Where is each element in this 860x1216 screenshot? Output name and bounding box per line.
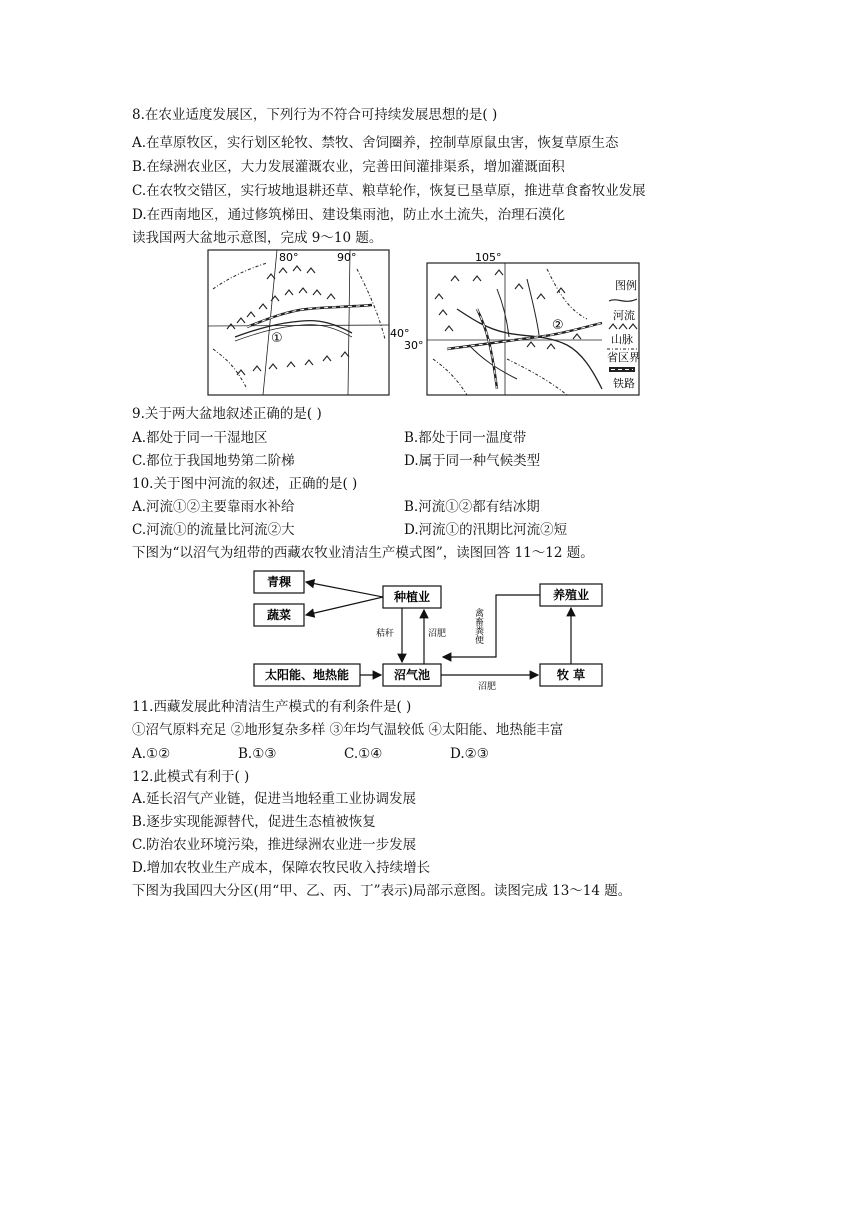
label-zhaofei-up: 沼肥	[428, 629, 447, 639]
lon-105-label: 105°	[475, 251, 502, 264]
arrow-qinchu	[443, 595, 540, 657]
label-zhaoqichi: 沼气池	[393, 668, 431, 682]
q10-option-b: B.河流①②都有结冰期	[404, 499, 540, 515]
intro-9-10: 读我国两大盆地示意图，完成 9～10 题。	[132, 230, 383, 246]
q8-option-a: A.在草原牧区，实行划区轮牧、禁牧、舍饲圈养，控制草原鼠虫害，恢复草原生态	[132, 135, 619, 151]
lon-90-label: 90°	[337, 251, 357, 264]
legend-river: 河流	[613, 309, 635, 322]
label-yangzhi: 养殖业	[552, 588, 590, 602]
label-jiegan: 秸秆	[376, 629, 395, 639]
label-qingke: 青稞	[266, 575, 292, 589]
q12-option-a: A.延长沼气产业链，促进当地轻重工业协调发展	[132, 791, 417, 807]
arrow-zhongzhi-qingke	[306, 582, 383, 597]
q11-option-b: B.①③	[238, 746, 277, 762]
q8-option-c: C.在农牧交错区，实行坡地退耕还草、粮草轮作，恢复已垦草原，推进草食畜牧业发展	[132, 183, 646, 199]
label-taiyang: 太阳能、地热能	[264, 668, 350, 682]
intro-13-14: 下图为我国四大分区(用“甲、乙、丙、丁”表示)局部示意图。读图完成 13～14 题。	[132, 883, 632, 899]
basin-1-label: ①	[271, 331, 283, 346]
q8-stem: 8.在农业适度发展区，下列行为不符合可持续发展思想的是( )	[132, 107, 498, 123]
q11-option-a: A.①②	[132, 746, 171, 762]
map-frame-left	[208, 250, 389, 395]
q11-option-d: D.②③	[450, 746, 489, 762]
q11-option-c: C.①④	[344, 746, 383, 762]
q10-option-d: D.河流①的汛期比河流②短	[404, 522, 568, 538]
q10-option-c: C.河流①的流量比河流②大	[132, 522, 295, 538]
legend-title: 图例	[615, 279, 637, 292]
q9-option-b: B.都处于同一温度带	[404, 430, 527, 446]
q11-conditions: ①沼气原料充足 ②地形复杂多样 ③年均气温较低 ④太阳能、地热能丰富	[132, 722, 564, 738]
q8-option-b: B.在绿洲农业区，大力发展灌溉农业，完善田间灌排渠系，增加灌溉面积	[132, 159, 565, 175]
lat-30-label: 30°	[404, 339, 424, 352]
map-frame-right	[427, 263, 639, 395]
label-mucao: 牧 草	[556, 668, 586, 682]
biogas-flow-diagram	[246, 568, 610, 692]
legend-boundary: 省区界	[607, 351, 640, 364]
basins-map-figure	[207, 249, 640, 397]
label-qinchu: 禽畜粪便	[473, 608, 483, 644]
q9-stem: 9.关于两大盆地叙述正确的是( )	[132, 406, 322, 422]
q12-option-d: D.增加农牧业生产成本，保障农牧民收入持续增长	[132, 860, 431, 876]
label-zhaofei-bottom: 沼肥	[478, 682, 497, 692]
q9-option-c: C.都位于我国地势第二阶梯	[132, 453, 295, 469]
q12-stem: 12.此模式有利于( )	[132, 769, 250, 785]
q10-stem: 10.关于图中河流的叙述，正确的是( )	[132, 476, 358, 492]
q9-option-a: A.都处于同一干湿地区	[132, 430, 268, 446]
label-zhongzhi: 种植业	[393, 590, 431, 604]
q12-option-c: C.防治农业环境污染，推进绿洲农业进一步发展	[132, 837, 417, 853]
lat-40-label: 40°	[390, 327, 410, 340]
legend-mountain: 山脉	[611, 333, 633, 346]
intro-11-12: 下图为“以沼气为纽带的西藏农牧业清洁生产模式图”，读图回答 11～12 题。	[132, 545, 594, 561]
label-shucai: 蔬菜	[266, 608, 292, 622]
q11-stem: 11.西藏发展此种清洁生产模式的有利条件是( )	[132, 699, 412, 715]
arrow-zhongzhi-shucai	[306, 597, 383, 615]
legend-railway: 铁路	[613, 377, 635, 390]
q9-option-d: D.属于同一种气候类型	[404, 453, 541, 469]
q10-option-a: A.河流①②主要靠雨水补给	[132, 499, 295, 515]
q12-option-b: B.逐步实现能源替代，促进生态植被恢复	[132, 814, 376, 830]
basin-2-label: ②	[552, 318, 564, 333]
q8-option-d: D.在西南地区，通过修筑梯田、建设集雨池，防止水土流失，治理石漠化	[132, 207, 566, 223]
lon-80-label: 80°	[279, 251, 299, 264]
